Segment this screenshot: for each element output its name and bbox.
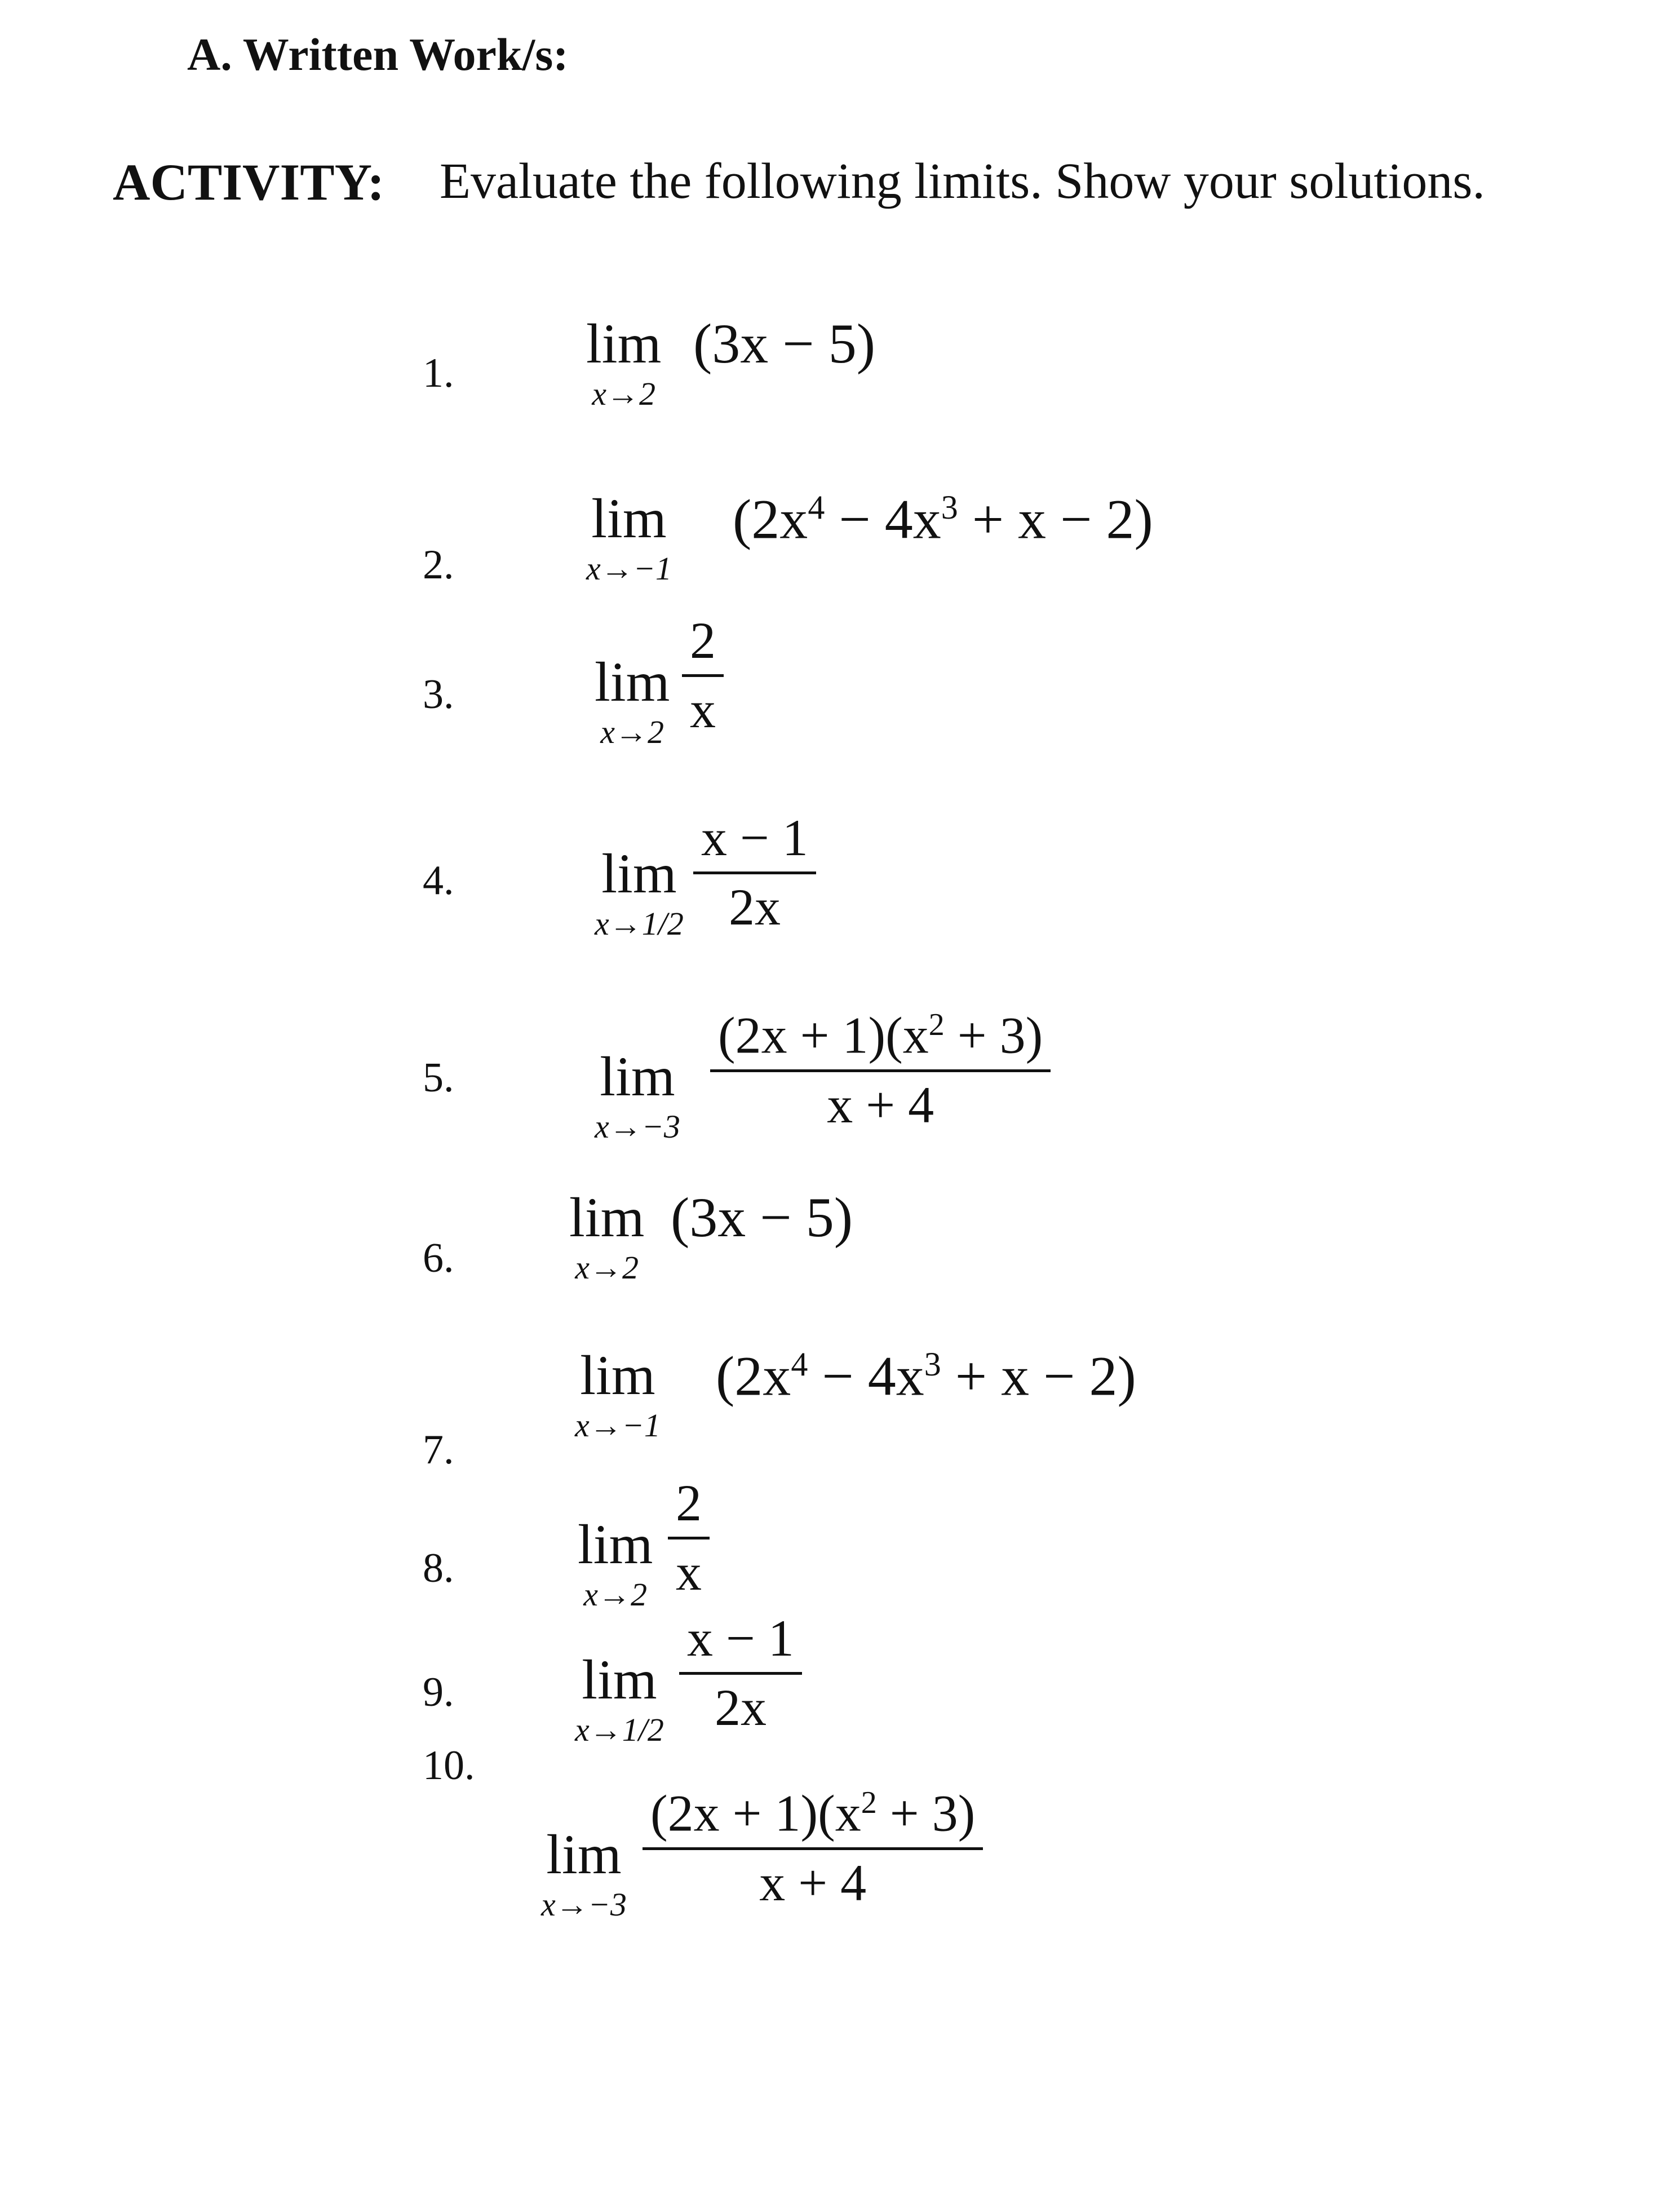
limit-approach: x→−3: [541, 1886, 627, 1923]
denominator: x: [676, 1543, 702, 1601]
lim-word: lim: [591, 487, 667, 550]
lim-word: lim: [582, 1648, 657, 1711]
denominator: x + 4: [827, 1076, 934, 1134]
numerator: x − 1: [687, 1609, 794, 1667]
denominator: x + 4: [759, 1853, 867, 1912]
activity-instruction: Evaluate the following limits. Show your solutions.: [440, 153, 1485, 209]
lim-word: lim: [546, 1823, 622, 1886]
lim-word: lim: [569, 1186, 645, 1249]
problem-number: 1.: [423, 350, 454, 396]
numerator: $(2x + 1)(x^2 + 3)$: [650, 1784, 976, 1842]
limit-operator: [541, 1823, 627, 1923]
limit-operator: [595, 651, 670, 750]
limit-fraction: [710, 1006, 1051, 1134]
problem-number: 4.: [423, 857, 454, 904]
problem-number: 10.: [423, 1742, 475, 1789]
limit-expression: $(2x^4 - 4x^3 + x - 2)$: [733, 488, 1153, 551]
numerator: 2: [690, 612, 716, 669]
limit-approach: x→2: [583, 1576, 648, 1613]
limit-approach: x→1/2: [575, 1711, 664, 1748]
limit-approach: x→−1: [575, 1407, 661, 1444]
limit-expression: (3x − 5): [671, 1186, 853, 1249]
lim-word: lim: [600, 1045, 675, 1108]
lim-word: lim: [601, 842, 677, 905]
limit-expression: (3x − 5): [693, 312, 875, 375]
activity-label: ACTIVITY:: [113, 153, 385, 211]
limit-fraction: [682, 614, 724, 736]
limit-fraction: [679, 1609, 802, 1736]
numerator: x − 1: [701, 809, 808, 866]
numerator: $(2x + 1)(x^2 + 3)$: [718, 1006, 1043, 1064]
lim-word: lim: [580, 1344, 655, 1406]
limit-operator: [575, 1344, 661, 1444]
limit-operator: [569, 1186, 645, 1286]
denominator: 2x: [728, 878, 781, 936]
numerator: 2: [676, 1474, 702, 1532]
problem-number: 6.: [423, 1235, 454, 1281]
limit-approach: x→−3: [595, 1108, 680, 1145]
problem-number: 9.: [423, 1669, 454, 1715]
problem-number: 7.: [423, 1427, 454, 1473]
limit-operator: [586, 312, 662, 412]
limit-operator: [586, 487, 672, 587]
limit-operator: [578, 1513, 653, 1613]
lim-word: lim: [595, 651, 670, 713]
problem-number: 8.: [423, 1545, 454, 1591]
denominator: x: [690, 681, 716, 738]
problem-number: 3.: [423, 671, 454, 718]
limit-approach: x→2: [575, 1249, 639, 1286]
section-heading: A. Written Work/s:: [187, 29, 569, 80]
lim-word: lim: [578, 1513, 653, 1576]
lim-word: lim: [586, 312, 662, 375]
limit-operator: [595, 1045, 680, 1145]
limit-operator: [575, 1648, 664, 1748]
denominator: 2x: [714, 1679, 767, 1736]
limit-operator: [595, 842, 684, 942]
limit-fraction: [668, 1474, 710, 1601]
limit-approach: x→1/2: [595, 905, 684, 942]
limit-approach: x→−1: [586, 550, 672, 587]
problem-number: 2.: [423, 542, 454, 588]
limit-approach: x→2: [600, 714, 664, 750]
limit-fraction: [693, 809, 816, 936]
limit-expression: $(2x^4 - 4x^3 + x - 2)$: [716, 1344, 1136, 1408]
problem-number: 5.: [423, 1055, 454, 1101]
limit-approach: x→2: [592, 375, 656, 412]
limit-fraction: [643, 1784, 983, 1912]
